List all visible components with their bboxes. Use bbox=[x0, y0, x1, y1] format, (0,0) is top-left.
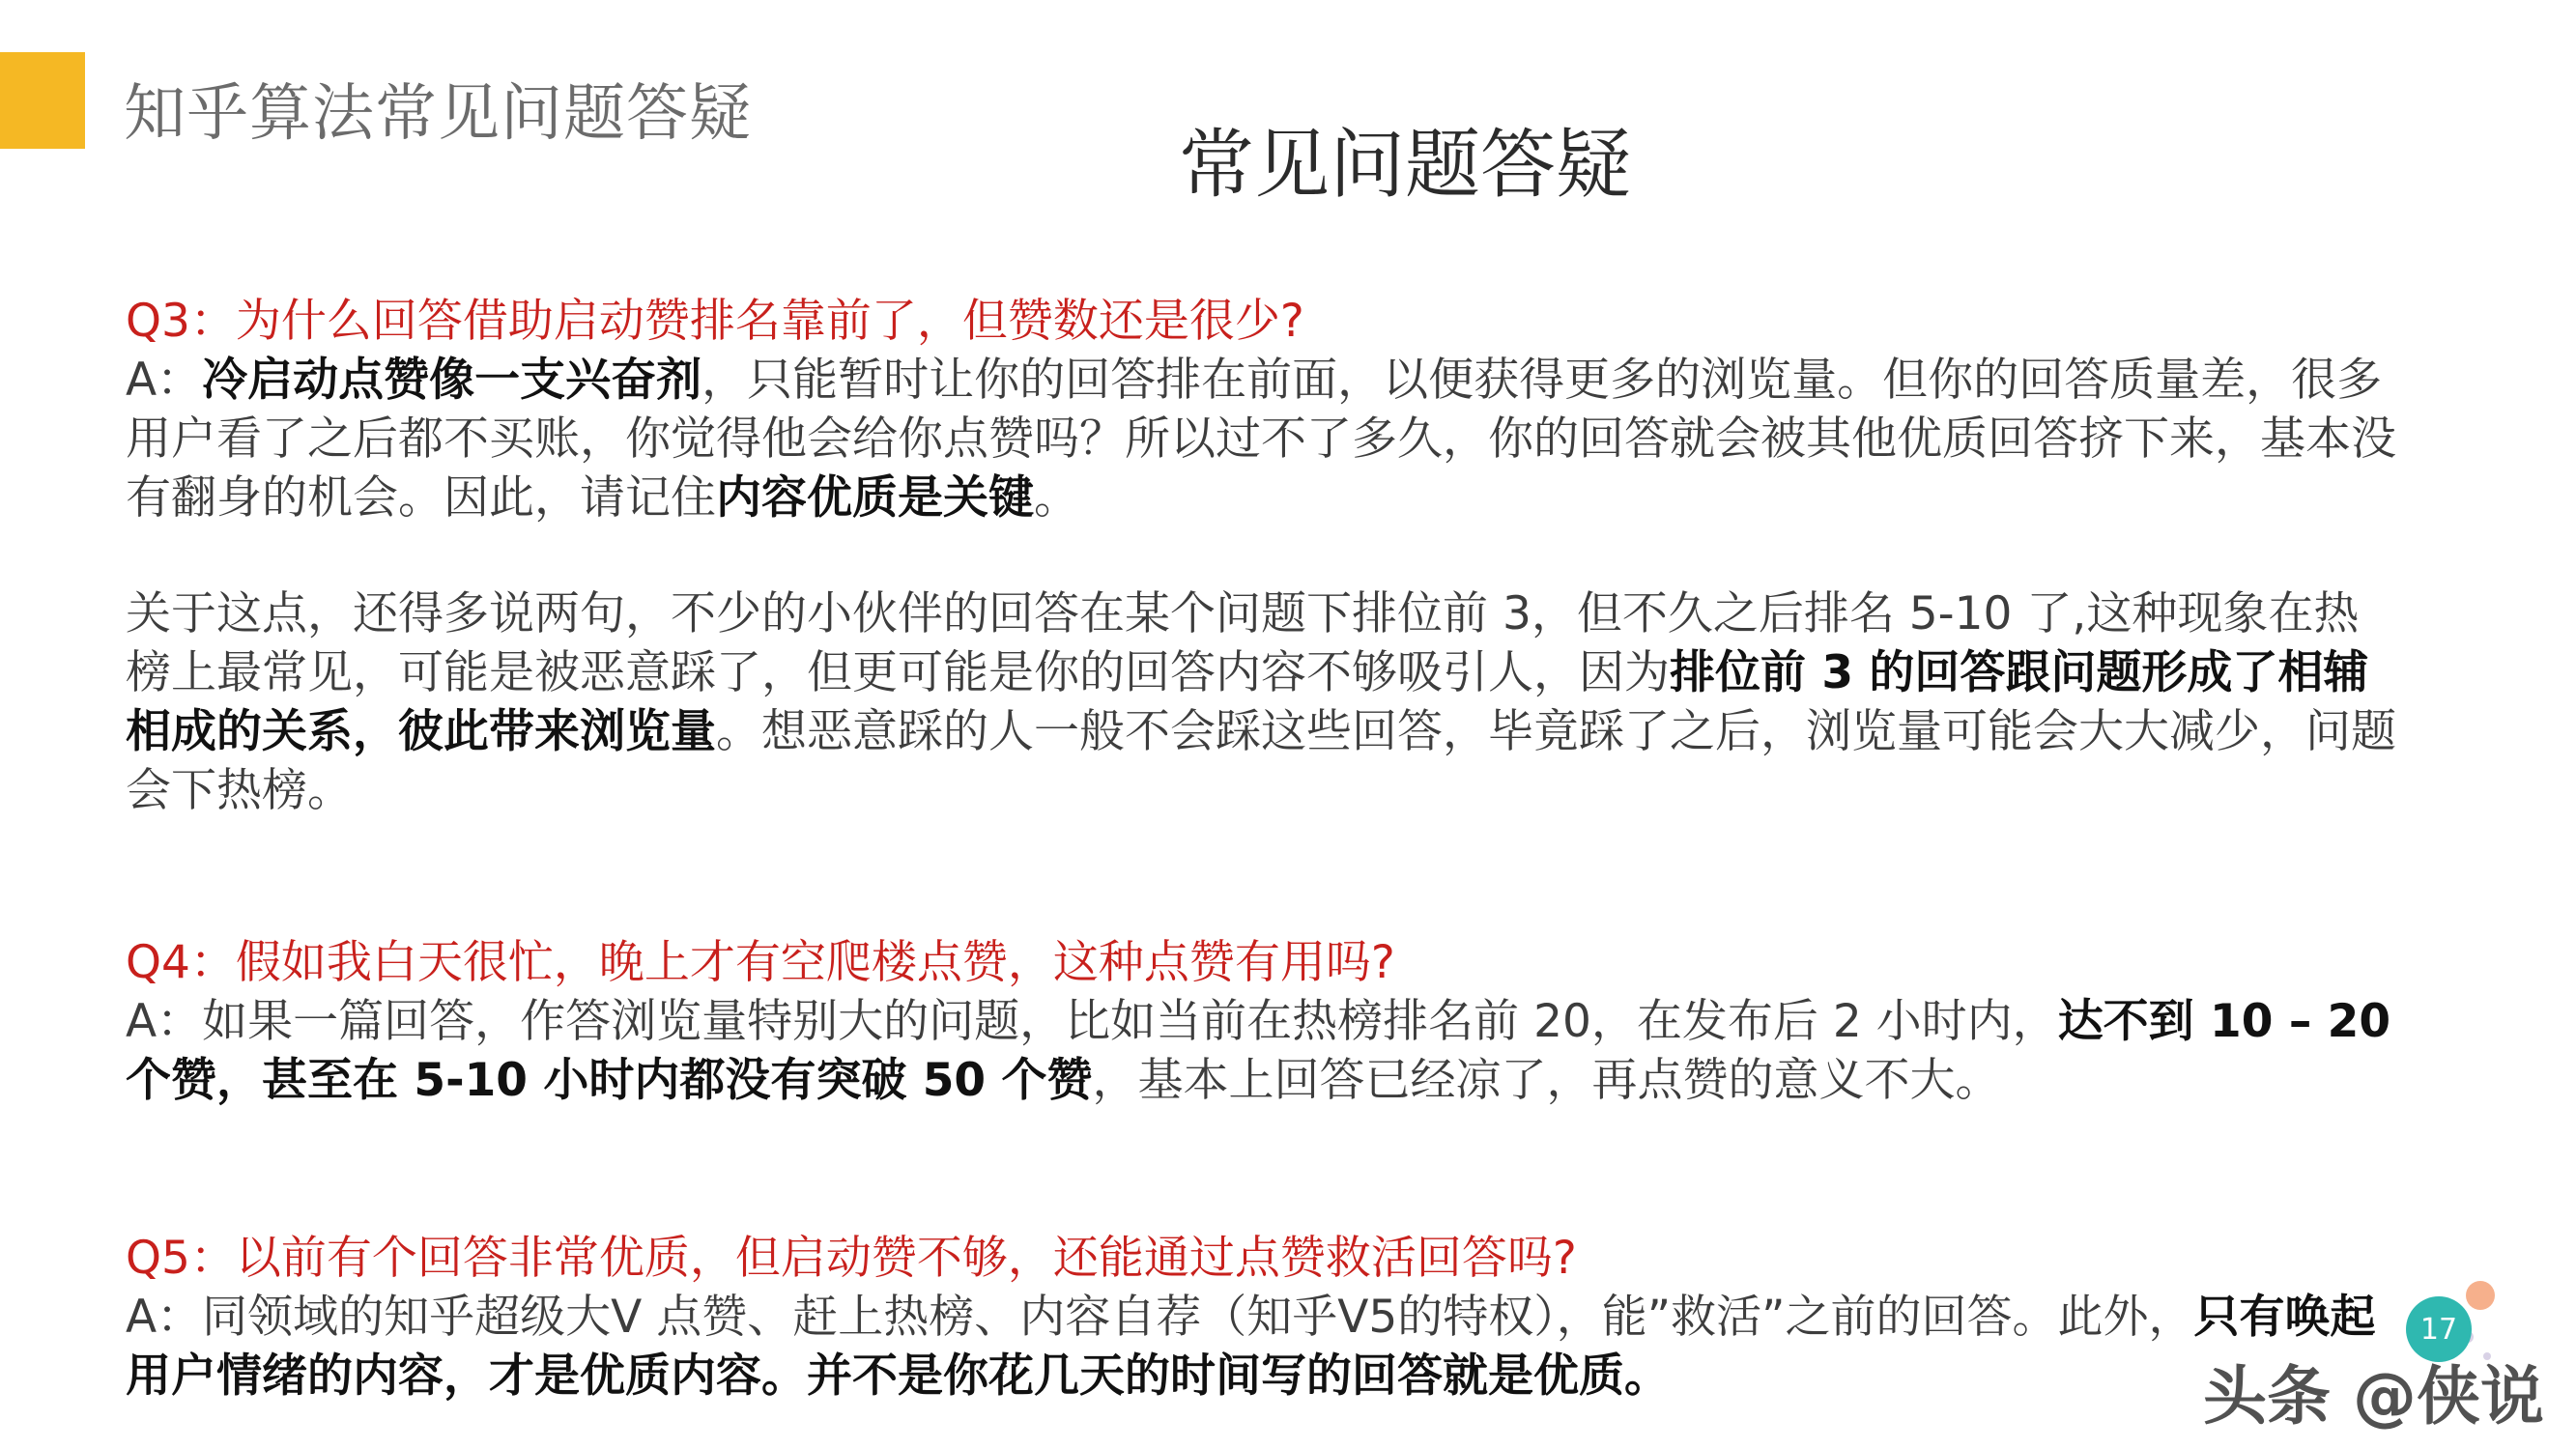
answer-emphasis: 达不到 10 – 20 个赞，甚至在 5-10 小时内都没有突破 50 个赞 bbox=[126, 995, 2391, 1107]
answer-emphasis: 冷启动点赞像一支兴奋剂 bbox=[202, 354, 702, 407]
question-q4: Q4：假如我白天很忙，晚上才有空爬楼点赞，这种点赞有用吗? bbox=[126, 936, 1395, 989]
explanation-paragraph bbox=[126, 584, 2396, 820]
answer-q4 bbox=[126, 992, 2396, 1110]
paragraph-emphasis: 排位前 3 的回答跟问题形成了相辅相成的关系，彼此带来浏览量 bbox=[126, 646, 2369, 758]
answer-emphasis: 只有唤起用户情绪的内容，才是优质内容。并不是你花几天的时间写的回答就是优质。 bbox=[126, 1291, 2376, 1403]
section-title: 知乎算法常见问题答疑 bbox=[124, 78, 752, 150]
answer-prefix: A： bbox=[126, 354, 203, 407]
watermark: 头条 @侠说 bbox=[2203, 1359, 2544, 1434]
qa-block-q5 bbox=[126, 1229, 2396, 1406]
answer-q3 bbox=[126, 351, 2396, 527]
explanation-text bbox=[126, 584, 2396, 820]
answer-text: ，只能暂时让你的回答排在前面，以便获得更多的浏览量。但你的回答质量差，很多用户看了之后都不买账，你觉得他会给你点赞吗？所以过不了多久，你的回答就会被其他优质回答挤下来，基本没有翻身的机会。因此，请记住 bbox=[126, 354, 2396, 525]
answer-text: 。 bbox=[1034, 471, 1079, 525]
question-q3: Q3：为什么回答借助启动赞排名靠前了，但赞数还是很少? bbox=[126, 295, 1304, 348]
decor-dot-orange bbox=[2466, 1281, 2495, 1310]
accent-block bbox=[0, 52, 85, 149]
question-q5: Q5：以前有个回答非常优质，但启动赞不够，还能通过点赞救活回答吗? bbox=[126, 1232, 1577, 1285]
page-number-badge: 17 bbox=[2406, 1296, 2472, 1362]
paragraph-text: 关于这点，还得多说两句，不少的小伙伴的回答在某个问题下排位前 3，但不久之后排名 5-10 了,这种现象在热榜上最常见，可能是被恶意踩了，但更可能是你的回答内容不够吸引人，因为 bbox=[126, 587, 2360, 699]
page-title: 常见问题答疑 bbox=[1179, 122, 1632, 209]
paragraph-text: 。想恶意踩的人一般不会踩这些回答，毕竟踩了之后，浏览量可能会大大减少，问题会下热榜。 bbox=[126, 705, 2396, 817]
answer-text: ，基本上回答已经凉了，再点赞的意义不大。 bbox=[1092, 1054, 2001, 1107]
answer-text: A：如果一篇回答，作答浏览量特别大的问题，比如当前在热榜排名前 20，在发布后 2 小时内， bbox=[126, 995, 2058, 1048]
qa-block-q4 bbox=[126, 933, 2396, 1110]
answer-q5 bbox=[126, 1288, 2396, 1406]
answer-text: A：同领域的知乎超级大V 点赞、赶上热榜、内容自荐（知乎V5的特权），能”救活”之前的回答。此外， bbox=[126, 1291, 2194, 1344]
answer-emphasis: 内容优质是关键 bbox=[716, 471, 1034, 525]
qa-block-q3 bbox=[126, 292, 2396, 527]
